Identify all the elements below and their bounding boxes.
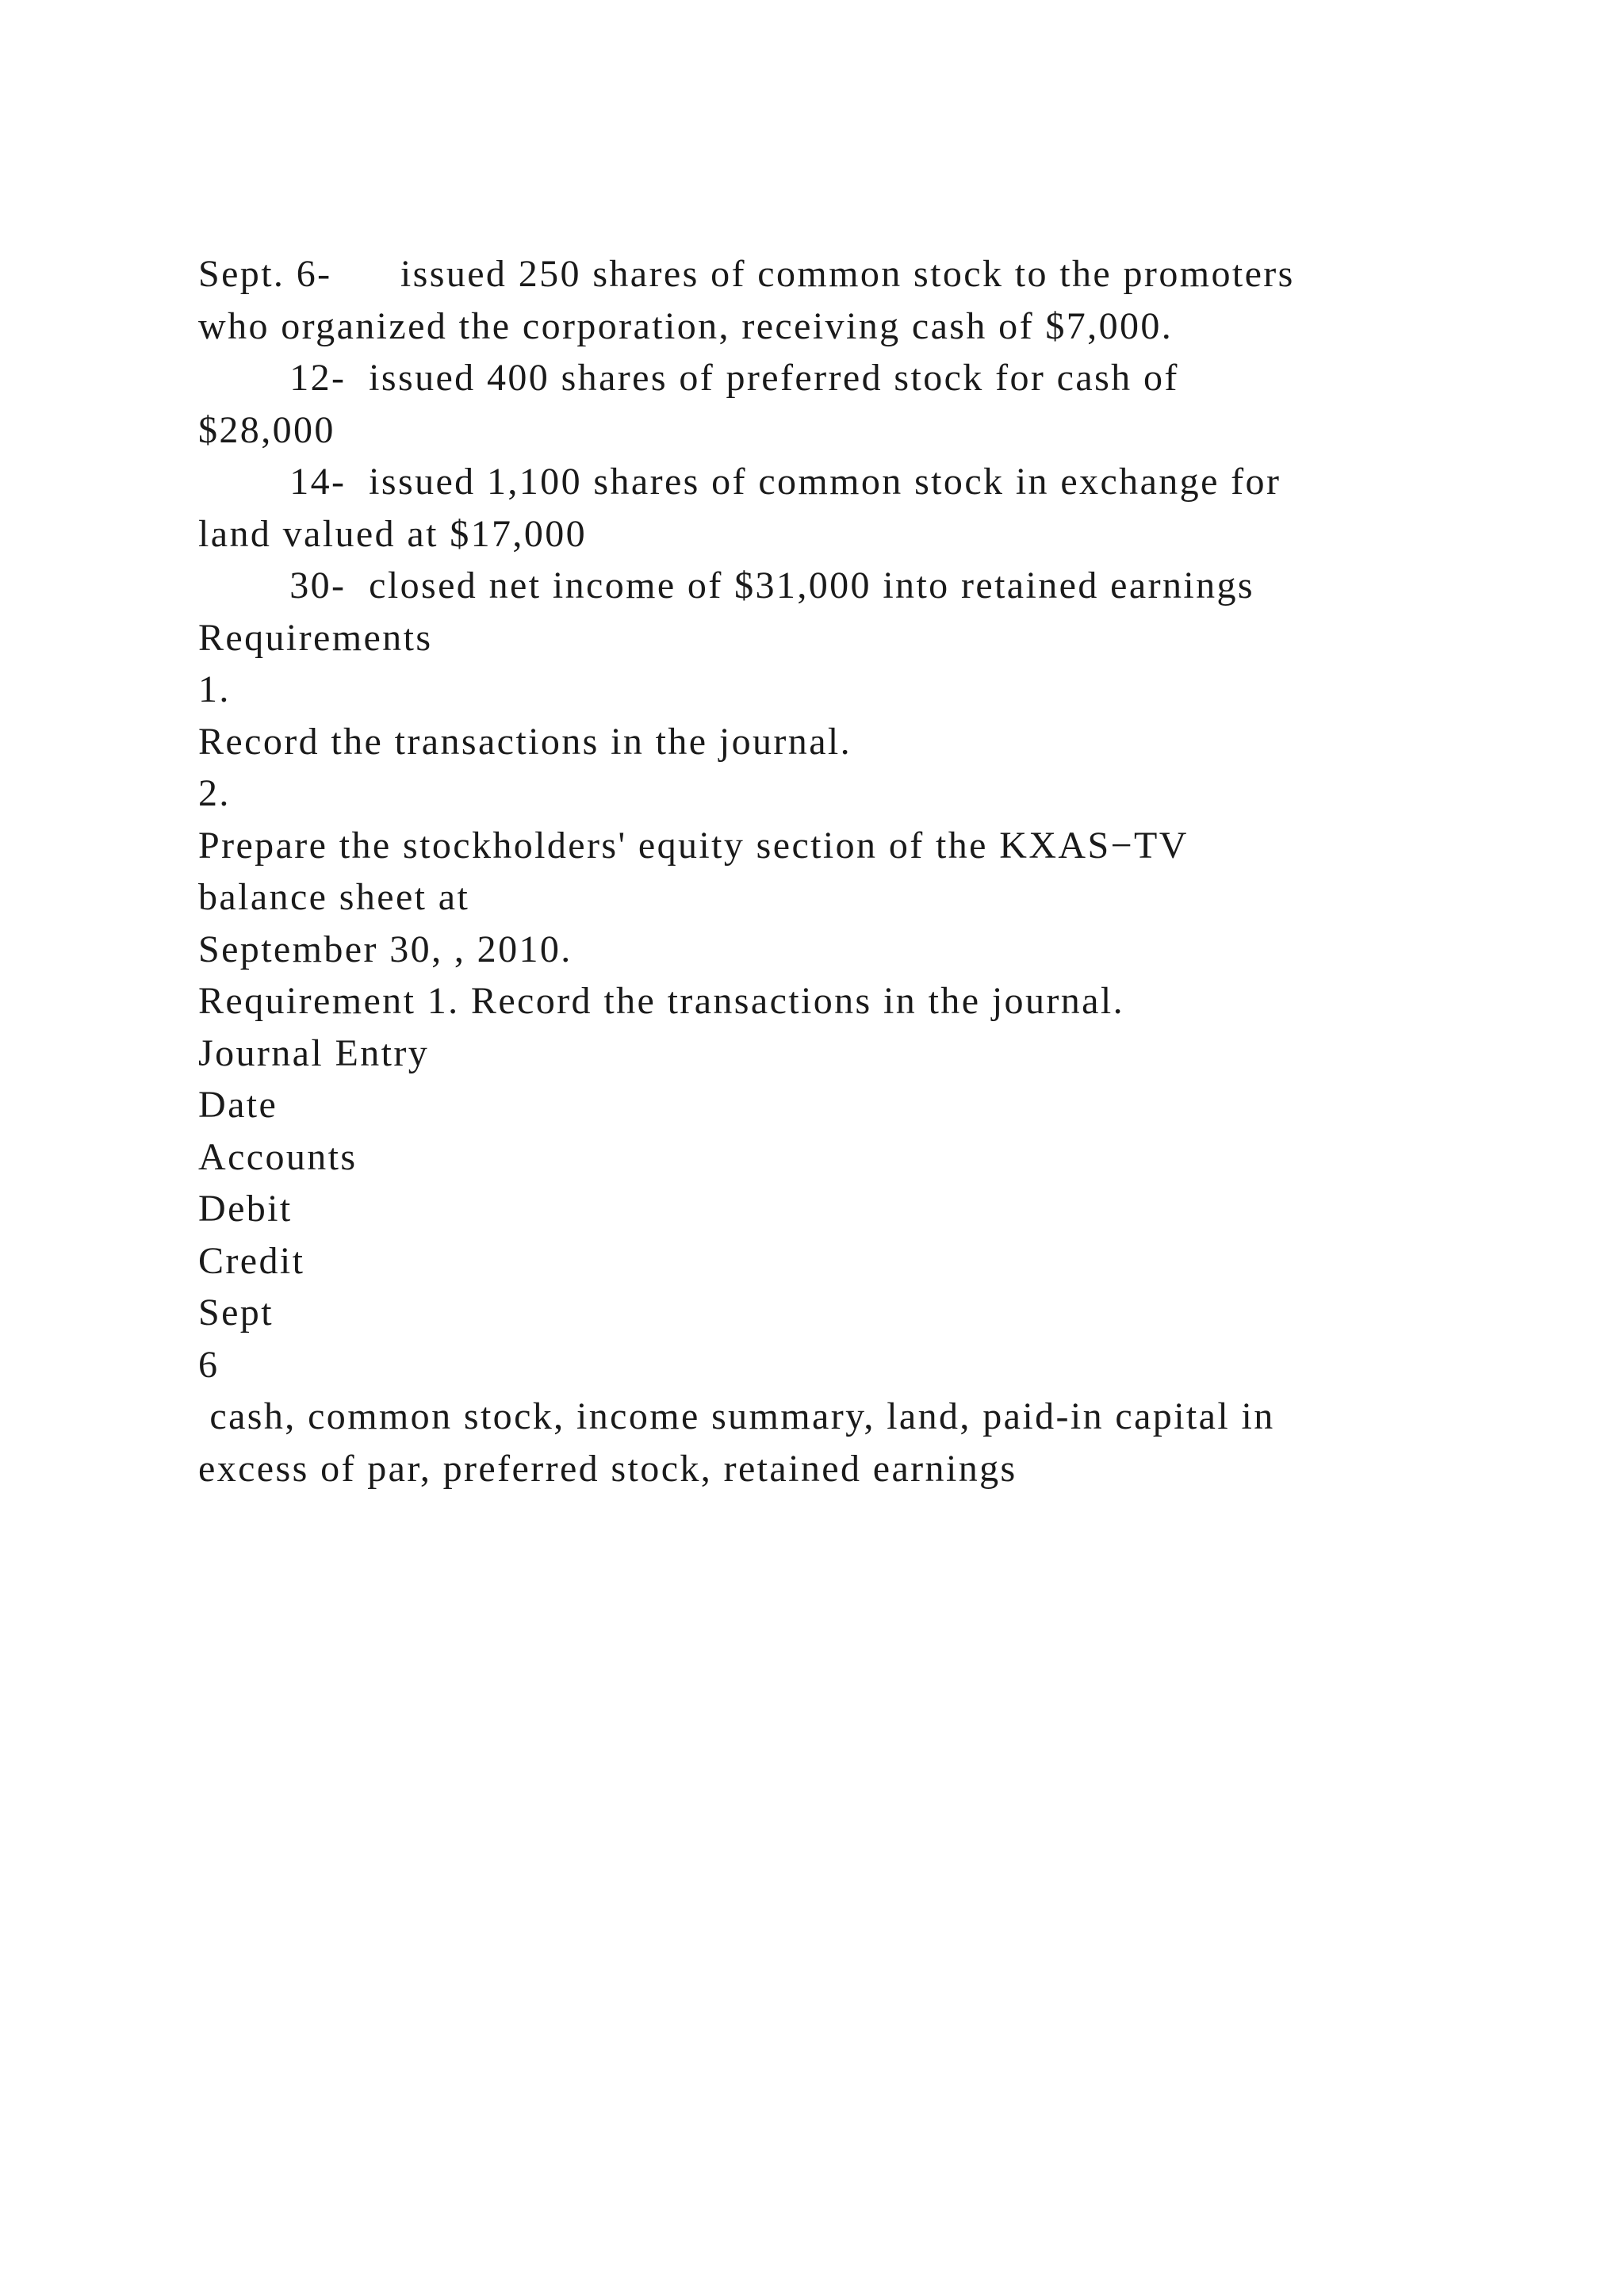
column-debit-label: Debit	[198, 1188, 293, 1230]
column-accounts-label: Accounts	[198, 1135, 358, 1178]
transaction-14-line-2: land valued at $17,000	[198, 512, 588, 555]
entry-month: Sept	[198, 1292, 274, 1334]
entry-day: 6	[198, 1343, 220, 1386]
journal-entry-title: Journal Entry	[198, 1031, 430, 1074]
requirement-1-text: Record the transactions in the journal.	[198, 720, 852, 763]
transaction-12-line-2: $28,000	[198, 408, 335, 451]
column-credit-label: Credit	[198, 1239, 305, 1282]
transaction-sept-6-line-2: who organized the corporation, receiving cash of $7,000.	[198, 304, 1174, 347]
requirement-2-number: 2.	[198, 772, 231, 814]
requirements-heading: Requirements	[198, 616, 433, 659]
transaction-12-line-1: 12- issued 400 shares of preferred stock for cash of	[198, 357, 1179, 399]
account-options-line-2: excess of par, preferred stock, retained earnings	[198, 1447, 1017, 1490]
transaction-14-line-1: 14- issued 1,100 shares of common stock in exchange for	[198, 461, 1281, 503]
requirement-1-heading: Requirement 1. Record the transactions in the journal.	[198, 980, 1124, 1022]
transaction-sept-6-line-1: Sept. 6- issued 250 shares of common stock to the promoters	[198, 253, 1295, 295]
requirement-1-number: 1.	[198, 668, 231, 710]
account-options-line-1: cash, common stock, income summary, land, paid-in capital in	[198, 1395, 1275, 1437]
document-body	[198, 248, 1483, 1494]
requirement-2-text-line-3: September 30, , 2010.	[198, 928, 573, 970]
requirement-2-text-line-1: Prepare the stockholders' equity section of the KXAS−TV	[198, 824, 1189, 867]
requirement-2-text-line-2: balance sheet at	[198, 876, 470, 918]
column-date-label: Date	[198, 1084, 278, 1126]
transaction-30-line: 30- closed net income of $31,000 into retained earnings	[198, 564, 1254, 607]
